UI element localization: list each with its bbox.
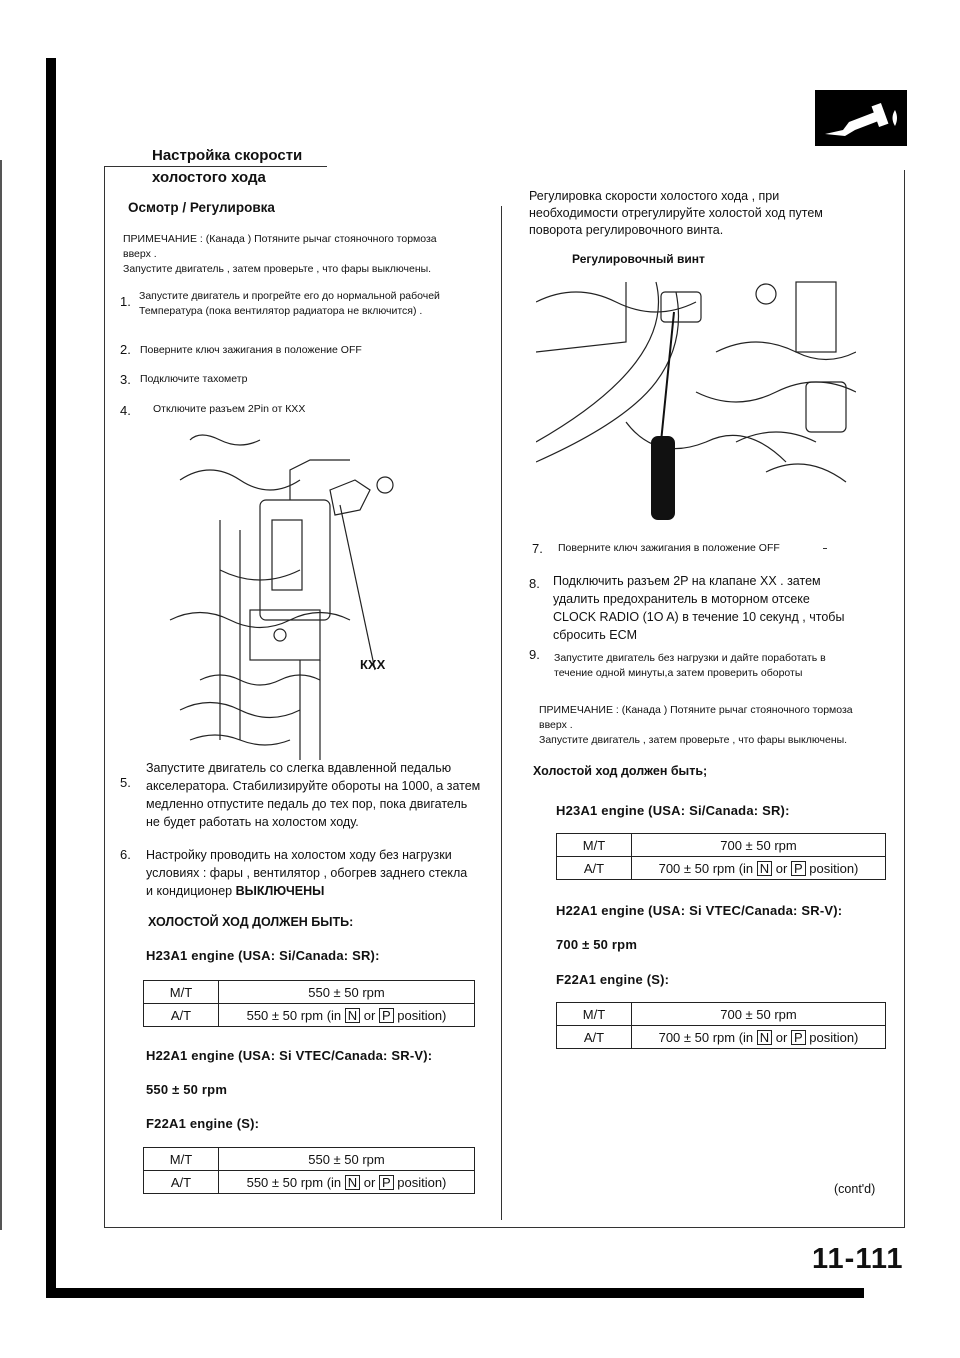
table-row [144, 1171, 475, 1194]
table-cell: 550 ± 50 rpm [219, 1148, 475, 1171]
table-cell: 700 ± 50 rpm [632, 1003, 886, 1026]
right-f22-engine-label: F22A1 engine (S): [556, 972, 670, 987]
step-1-line-2: Температура (пока вентилятор радиатора не включится) . [139, 305, 423, 317]
right-intro [529, 188, 823, 239]
step-number: 1. [120, 294, 131, 309]
step-6-off-emphasis: ВЫКЛЮЧЕНЫ [235, 884, 325, 898]
engine-illustration-left [160, 420, 410, 760]
position-text: position) [805, 860, 859, 876]
position-text: position) [805, 1029, 859, 1045]
step-3-text: Подключите тахометр [140, 373, 248, 385]
table-cell: 550 ± 50 rpm [219, 981, 475, 1004]
content-frame-right [904, 170, 905, 1228]
position-text: position) [393, 1007, 447, 1023]
note-left [123, 232, 437, 277]
note-left-line-2: вверх . [123, 248, 157, 260]
left-h23-spec-table [143, 980, 475, 1027]
step-5-line-4: не будет работать на холостом ходу. [146, 815, 359, 829]
right-intro-line-1: Регулировка скорости холостого хода , при [529, 189, 780, 203]
or-text: or [360, 1007, 379, 1023]
right-h23-engine-label: H23A1 engine (USA: Si/Canada: SR): [556, 803, 790, 818]
step-number: 6. [120, 847, 131, 862]
fuel-nozzle-icon [815, 90, 907, 146]
continued-label: (cont'd) [834, 1182, 876, 1196]
page-number: 11-111 [812, 1243, 904, 1275]
table-row [144, 981, 475, 1004]
step-8-text [553, 572, 844, 644]
step-number: 5. [120, 775, 131, 790]
right-h22-value: 700 ± 50 rpm [556, 937, 638, 952]
left-h23-engine-label: H23A1 engine (USA: Si/Canada: SR): [146, 948, 380, 963]
table-cell: M/T [557, 1003, 632, 1026]
title-line-2: холостого хода [152, 169, 266, 186]
table-cell: A/T [144, 1171, 219, 1194]
gear-n-box: N [345, 1008, 360, 1023]
left-binding-bar [46, 58, 56, 1298]
table-cell: A/T [557, 1026, 632, 1049]
screw-label: Регулировочный винт [572, 252, 705, 266]
note-left-line-3: Запустите двигатель , затем проверьте , что фары выключены. [123, 263, 432, 275]
step-8-line-4: сбросить ECM [553, 628, 638, 642]
engine-illustration-right [536, 272, 856, 522]
table-cell: M/T [144, 981, 219, 1004]
table-cell: 700 ± 50 rpm [632, 834, 886, 857]
table-row [557, 1026, 886, 1049]
step-1-text [139, 289, 440, 319]
kxx-label: КХХ [360, 657, 386, 672]
table-cell: A/T [144, 1004, 219, 1027]
left-edge-rule [0, 160, 2, 1230]
table-row [557, 834, 886, 857]
gear-p-box: P [379, 1008, 394, 1023]
table-row [557, 1003, 886, 1026]
table-row [144, 1004, 475, 1027]
left-h22-value: 550 ± 50 rpm [146, 1082, 228, 1097]
step-6-line-2: условиях : фары , вентилятор , обогрев заднего стекла [146, 866, 468, 880]
table-cell [632, 1026, 886, 1049]
gear-p-box: P [791, 861, 806, 876]
step-8-line-2: удалить предохранитель в моторном отсеке [553, 592, 810, 606]
note-right-line-2: вверх . [539, 719, 573, 731]
note-right-line-3: Запустите двигатель , затем проверьте , что фары выключены. [539, 734, 848, 746]
step-2-text: Поверните ключ зажигания в положение OFF [140, 344, 362, 356]
table-row [144, 1148, 475, 1171]
step-9-text [554, 651, 826, 681]
position-text: position) [393, 1174, 447, 1190]
section-subtitle: Осмотр / Регулировка [128, 200, 275, 215]
note-left-line-1: ПРИМЕЧАНИЕ : (Канада ) Потяните рычаг стояночного тормоза [123, 233, 437, 245]
gear-p-box: P [791, 1030, 806, 1045]
left-f22-engine-label: F22A1 engine (S): [146, 1116, 260, 1131]
step-number: 2. [120, 342, 131, 357]
step-number: 3. [120, 372, 131, 387]
column-divider [501, 206, 502, 1220]
step-5-line-3: медленно отпустите педаль до тех пор, пока двигатель [146, 797, 468, 811]
step-5-text [146, 759, 480, 831]
step-number: 7. [532, 541, 543, 556]
step-7-text: Поверните ключ зажигания в положение OFF [558, 542, 780, 554]
step-6-line-1: Настройку проводить на холостом ходу без нагрузки [146, 848, 452, 862]
gear-n-box: N [757, 861, 772, 876]
table-cell [219, 1004, 475, 1027]
table-cell: M/T [144, 1148, 219, 1171]
step-1-line-1: Запустите двигатель и прогрейте его до нормальной рабочей [139, 290, 440, 302]
or-text: or [772, 1029, 791, 1045]
step-8-line-3: CLOCK RADIO (1O A) в течение 10 секунд , чтобы [553, 610, 845, 624]
step-7-dash [823, 548, 827, 549]
table-row [557, 857, 886, 880]
step-6-line-3-text: и кондиционер [146, 884, 236, 898]
step-4-text: Отключите разъем 2Pin от КХХ [153, 403, 306, 415]
table-cell [219, 1171, 475, 1194]
gear-n-box: N [345, 1175, 360, 1190]
note-right-line-1: ПРИМЕЧАНИЕ : (Канада ) Потяните рычаг стояночного тормоза [539, 704, 853, 716]
rpm-value: 700 ± 50 rpm (in [658, 1029, 757, 1045]
or-text: or [360, 1174, 379, 1190]
step-8-line-1: Подключить разъем 2P на клапане ХХ . затем [553, 574, 821, 588]
left-f22-spec-table [143, 1147, 475, 1194]
rpm-value: 550 ± 50 rpm (in [246, 1174, 345, 1190]
right-f22-spec-table [556, 1002, 886, 1049]
rpm-value: 550 ± 50 rpm (in [246, 1007, 345, 1023]
right-h23-spec-table [556, 833, 886, 880]
content-frame-left [104, 166, 105, 1228]
content-frame-bottom [104, 1227, 904, 1228]
step-number: 4. [120, 403, 131, 418]
title-line-1: Настройка скорости [152, 147, 303, 164]
step-9-line-1: Запустите двигатель без нагрузки и дайте поработать в [554, 652, 826, 664]
table-cell [632, 857, 886, 880]
gear-n-box: N [757, 1030, 772, 1045]
note-right [539, 703, 853, 748]
table-cell: M/T [557, 834, 632, 857]
step-5-line-1: Запустите двигатель со слегка вдавленной педалью [146, 761, 452, 775]
gear-p-box: P [379, 1175, 394, 1190]
left-h22-engine-label: H22A1 engine (USA: Si VTEC/Canada: SR-V): [146, 1048, 433, 1063]
step-6-text [146, 846, 467, 900]
table-cell: A/T [557, 857, 632, 880]
page-title [152, 145, 302, 189]
step-number: 9. [529, 647, 540, 662]
idle-heading-right: Холостой ход должен быть; [533, 764, 708, 778]
step-6-line-3 [146, 882, 467, 900]
or-text: or [772, 860, 791, 876]
right-intro-line-3: поворота регулировочного винта. [529, 223, 724, 237]
step-5-line-2: акселератора. Стабилизируйте обороты на 1000, а затем [146, 779, 481, 793]
idle-heading-left: ХОЛОСТОЙ ХОД ДОЛЖЕН БЫТЬ: [148, 915, 354, 929]
bottom-binding-bar [46, 1288, 864, 1298]
rpm-value: 700 ± 50 rpm (in [658, 860, 757, 876]
step-number: 8. [529, 576, 540, 591]
right-intro-line-2: необходимости отрегулируйте холостой ход путем [529, 206, 823, 220]
right-h22-engine-label: H22A1 engine (USA: Si VTEC/Canada: SR-V): [556, 903, 843, 918]
step-9-line-2: течение одной минуты,а затем проверить обороты [554, 667, 803, 679]
